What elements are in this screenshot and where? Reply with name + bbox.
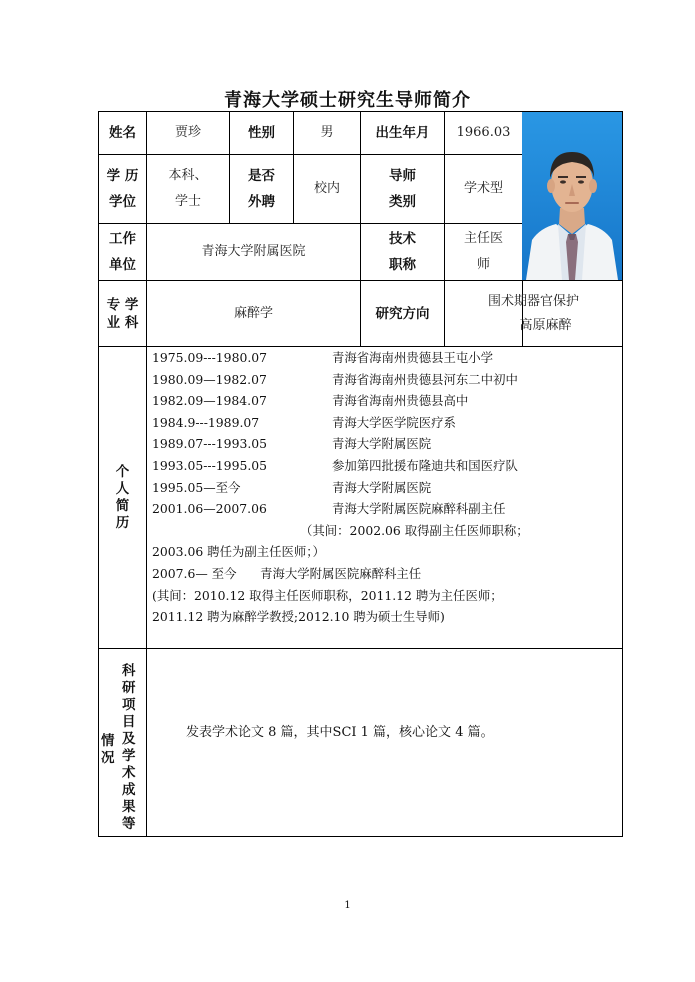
degree-value-line-2: 学士	[174, 194, 201, 209]
tech-title-value	[445, 224, 522, 280]
major-label-line-1: 专 学	[106, 296, 139, 313]
tutor-type-label-line-2: 类别	[389, 194, 416, 210]
resume-note: （其间：2002.06 取得副主任医师职称；	[300, 522, 529, 538]
tech-title-value-line-1: 主任医	[463, 231, 503, 246]
degree-label	[99, 155, 146, 223]
resume-date: 1975.09---1980.07	[152, 350, 268, 365]
research-label-char: 情	[101, 733, 115, 749]
resume-note: (其间：2010.12 取得主任医师职称，2011.12 聘为主任医师；	[152, 587, 503, 603]
resume-entry	[152, 347, 622, 369]
research-label-char: 果	[122, 799, 136, 815]
resume-entry	[152, 369, 622, 391]
research-label-char: 项	[122, 697, 136, 713]
resume-place: 青海省海南州贵德县王屯小学	[332, 350, 494, 365]
resume-label-char: 人	[115, 480, 130, 497]
birth-value: 1966.03	[456, 125, 511, 140]
degree-value	[147, 155, 229, 223]
research-value	[445, 281, 622, 346]
work-unit-label-line-2: 单位	[109, 257, 136, 273]
resume-place: 青海省海南州贵德县河东二中初中	[332, 371, 518, 387]
name-label: 姓名	[109, 125, 136, 141]
work-unit-label	[99, 224, 146, 280]
resume-place: 青海大学附属医院麻醉科副主任	[332, 501, 506, 517]
resume-entry	[152, 412, 622, 434]
research-label-char: 科	[122, 663, 136, 679]
resume-date: 1984.9---1989.07	[152, 414, 260, 430]
resume-place: 青海省海南州贵德县高中	[332, 393, 469, 409]
resume-label-char: 简	[115, 497, 130, 514]
page-number: 1	[344, 900, 351, 911]
work-unit-value: 青海大学附属医院	[201, 244, 306, 259]
resume-entry	[152, 455, 622, 477]
research-direction-2: 高原麻醉	[519, 317, 572, 333]
resume-place: 青海大学附属医院	[332, 479, 432, 495]
external-value: 校内	[313, 181, 340, 196]
resume-date: 1995.05—至今	[152, 479, 241, 495]
research-label-char: 术	[122, 765, 136, 781]
resume-place: 青海大学附属医院	[332, 436, 432, 452]
resume-entry	[152, 477, 622, 499]
research-label-char: 学	[122, 748, 136, 764]
major-label	[99, 281, 146, 346]
degree-label-line-2: 学位	[108, 194, 136, 210]
degree-label-line-1: 学 历	[106, 168, 139, 184]
resume-note: 2007.6— 至今 青海大学附属医院麻醉科主任	[152, 565, 422, 581]
tech-title-label	[361, 224, 444, 280]
resume-note: 2003.06 聘任为副主任医师；）	[152, 544, 325, 560]
achievements-text: 发表学术论文 8 篇，其中SCI 1 篇，核心论文 4 篇。	[186, 725, 494, 740]
profile-table	[98, 111, 623, 837]
resume-entry	[152, 498, 622, 520]
research-label-char: 研	[122, 680, 136, 696]
resume-entry	[152, 390, 622, 412]
resume-entry	[152, 433, 622, 455]
research-projects-label-left	[101, 733, 115, 767]
resume-date: 2001.06—2007.06	[152, 501, 267, 517]
research-label: 研究方向	[375, 305, 430, 322]
resume-note: 2011.12 聘为麻醉学教授;2012.10 聘为硕士生导师)	[152, 609, 445, 625]
resume-content	[152, 347, 622, 628]
major-label-line-2: 业 科	[106, 314, 139, 331]
resume-date: 1980.09—1982.07	[152, 371, 267, 387]
tech-title-label-line-1: 技术	[389, 231, 416, 247]
birth-label: 出生年月	[375, 125, 430, 141]
portrait-photo	[522, 112, 622, 280]
portrait-illustration	[522, 112, 622, 280]
external-label-line-2: 外聘	[248, 194, 275, 210]
tutor-type-label	[361, 155, 444, 223]
tutor-type-value: 学术型	[463, 181, 503, 196]
resume-date: 1989.07---1993.05	[152, 436, 268, 452]
resume-place: 青海大学医学院医疗系	[332, 414, 456, 430]
degree-value-line-1: 本科、	[168, 168, 208, 183]
research-projects-label	[99, 649, 146, 836]
tech-title-value-line-2: 师	[476, 257, 490, 272]
research-projects-label-right	[122, 663, 136, 833]
research-direction-1: 围术期器官保护	[487, 293, 579, 309]
resume-date: 1982.09—1984.07	[152, 393, 267, 409]
tech-title-label-line-2: 职称	[389, 257, 416, 273]
resume-label-char: 个	[115, 463, 130, 480]
work-unit-label-line-1: 工作	[109, 231, 136, 247]
gender-value: 男	[320, 125, 334, 140]
research-label-char: 成	[122, 782, 136, 798]
research-label-char: 及	[122, 731, 136, 747]
page-title: 青海大学硕士研究生导师简介	[224, 90, 471, 111]
external-label-line-1: 是否	[248, 168, 275, 184]
resume-place: 参加第四批援布隆迪共和国医疗队	[332, 457, 518, 473]
research-label-char: 等	[122, 816, 136, 832]
external-label	[230, 155, 293, 223]
research-label-char: 目	[122, 714, 136, 730]
major-value: 麻醉学	[233, 305, 273, 321]
tutor-type-label-line-1: 导师	[389, 168, 416, 184]
gender-label: 性别	[248, 125, 275, 141]
name-value: 贾珍	[174, 125, 201, 140]
research-label-char: 况	[101, 750, 115, 766]
resume-date: 1993.05---1995.05	[152, 457, 268, 473]
resume-label	[99, 347, 146, 648]
resume-label-char: 历	[115, 514, 130, 531]
